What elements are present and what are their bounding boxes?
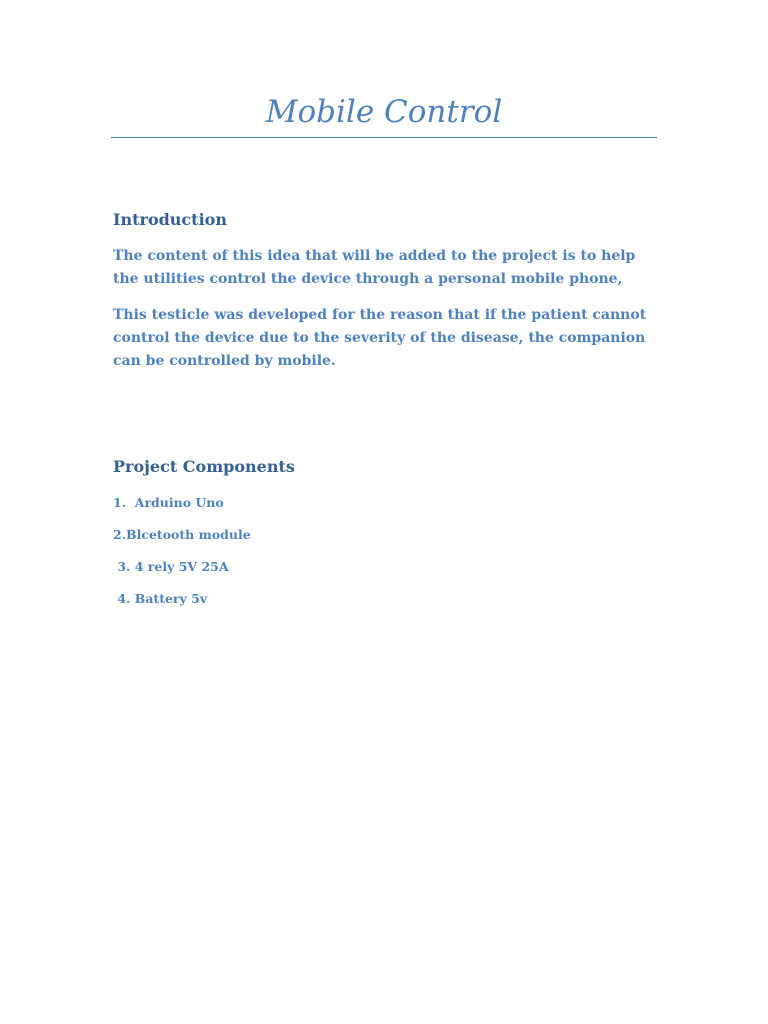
component-item-arduino: 1. Arduino Uno xyxy=(113,495,224,510)
component-item-battery: 4. Battery 5v xyxy=(113,591,208,606)
introduction-paragraph-1: The content of this idea that will be added to the project is to help the utilities control the device through a personal mobile phone, xyxy=(113,248,636,287)
introduction-heading: Introduction xyxy=(113,210,227,229)
title-underline-divider xyxy=(111,137,657,138)
introduction-paragraph-2: This testicle was developed for the reason that if the patient cannot control the device due to the severity of the disease, the companion can be controlled by mobile. xyxy=(113,307,647,369)
components-heading: Project Components xyxy=(113,457,295,476)
component-item-relay: 3. 4 rely 5V 25A xyxy=(113,559,229,574)
component-item-bluetooth: 2.Blcetooth module xyxy=(113,527,251,542)
document-title: Mobile Control xyxy=(265,94,503,130)
